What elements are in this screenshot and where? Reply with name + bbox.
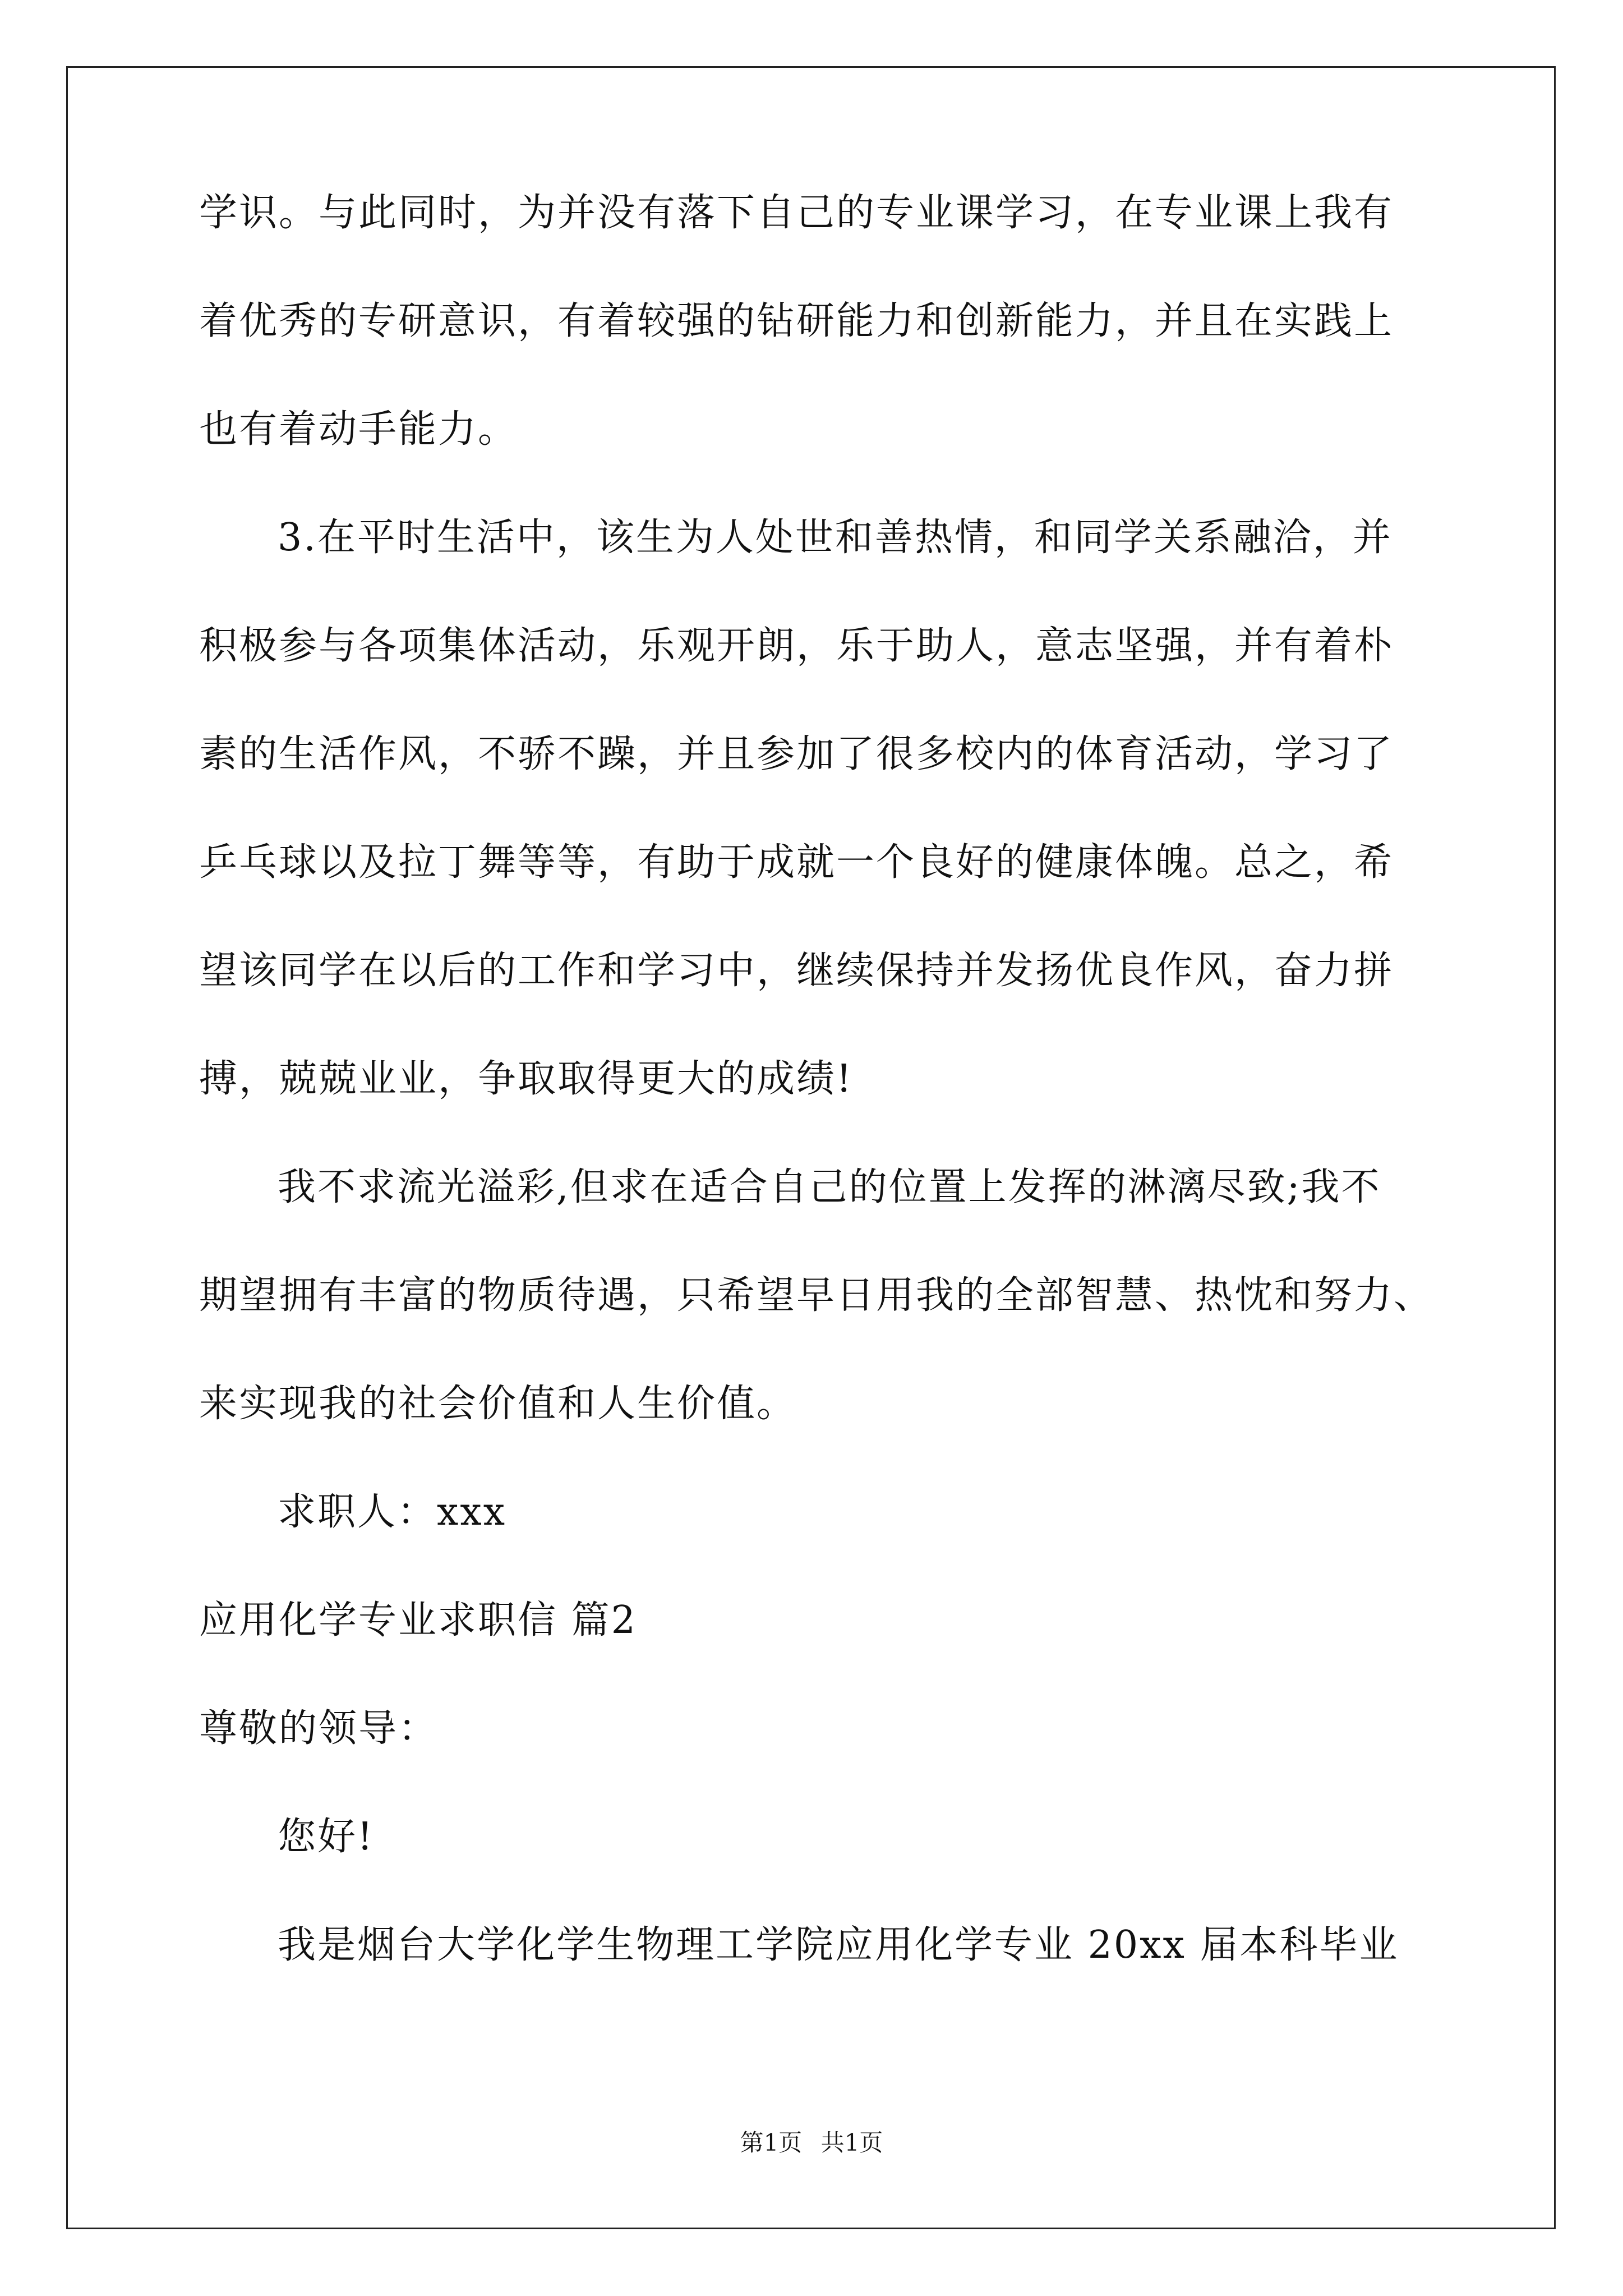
- text-line: 着优秀的专研意识，有着较强的钻研能力和创新能力，并且在实践上: [199, 299, 1394, 343]
- page-total: 共1页: [820, 2129, 883, 2156]
- salutation: 尊敬的领导：: [199, 1706, 439, 1751]
- text-line: 来实现我的社会价值和人生价值。: [199, 1382, 797, 1426]
- text-line: 搏，兢兢业业，争取取得更大的成绩!: [199, 1057, 854, 1101]
- signature-line: 求职人：xxx: [278, 1490, 507, 1534]
- greeting: 您好!: [278, 1815, 375, 1859]
- text-line: 学识。与此同时，为并没有落下自己的专业课学习，在专业课上我有: [199, 191, 1394, 235]
- text-line: 望该同学在以后的工作和学习中，继续保持并发扬优良作风，奋力拼: [199, 949, 1394, 993]
- text-line: 乒乓球以及拉丁舞等等，有助于成就一个良好的健康体魄。总之，希: [199, 840, 1394, 885]
- text-line: 积极参与各项集体活动，乐观开朗，乐于助人，意志坚强，并有着朴: [199, 624, 1394, 668]
- text-line: 我不求流光溢彩,但求在适合自己的位置上发挥的淋漓尽致;我不: [278, 1165, 1381, 1209]
- text-line: 也有着动手能力。: [199, 407, 518, 452]
- text-line: 素的生活作风，不骄不躁，并且参加了很多校内的体育活动，学习了: [199, 732, 1394, 776]
- text-line: 3.在平时生活中，该生为人处世和善热情，和同学关系融洽，并: [278, 516, 1393, 560]
- text-line: 期望拥有丰富的物质待遇，只希望早日用我的全部智慧、热忱和努力、: [199, 1273, 1434, 1318]
- text-line: 我是烟台大学化学生物理工学院应用化学专业 20xx 届本科毕业: [278, 1923, 1399, 1967]
- section-title: 应用化学专业求职信 篇2: [199, 1598, 637, 1642]
- page-number: 第1页: [740, 2129, 803, 2156]
- page-footer: [0, 2126, 1623, 2160]
- page-border: [66, 66, 1556, 2229]
